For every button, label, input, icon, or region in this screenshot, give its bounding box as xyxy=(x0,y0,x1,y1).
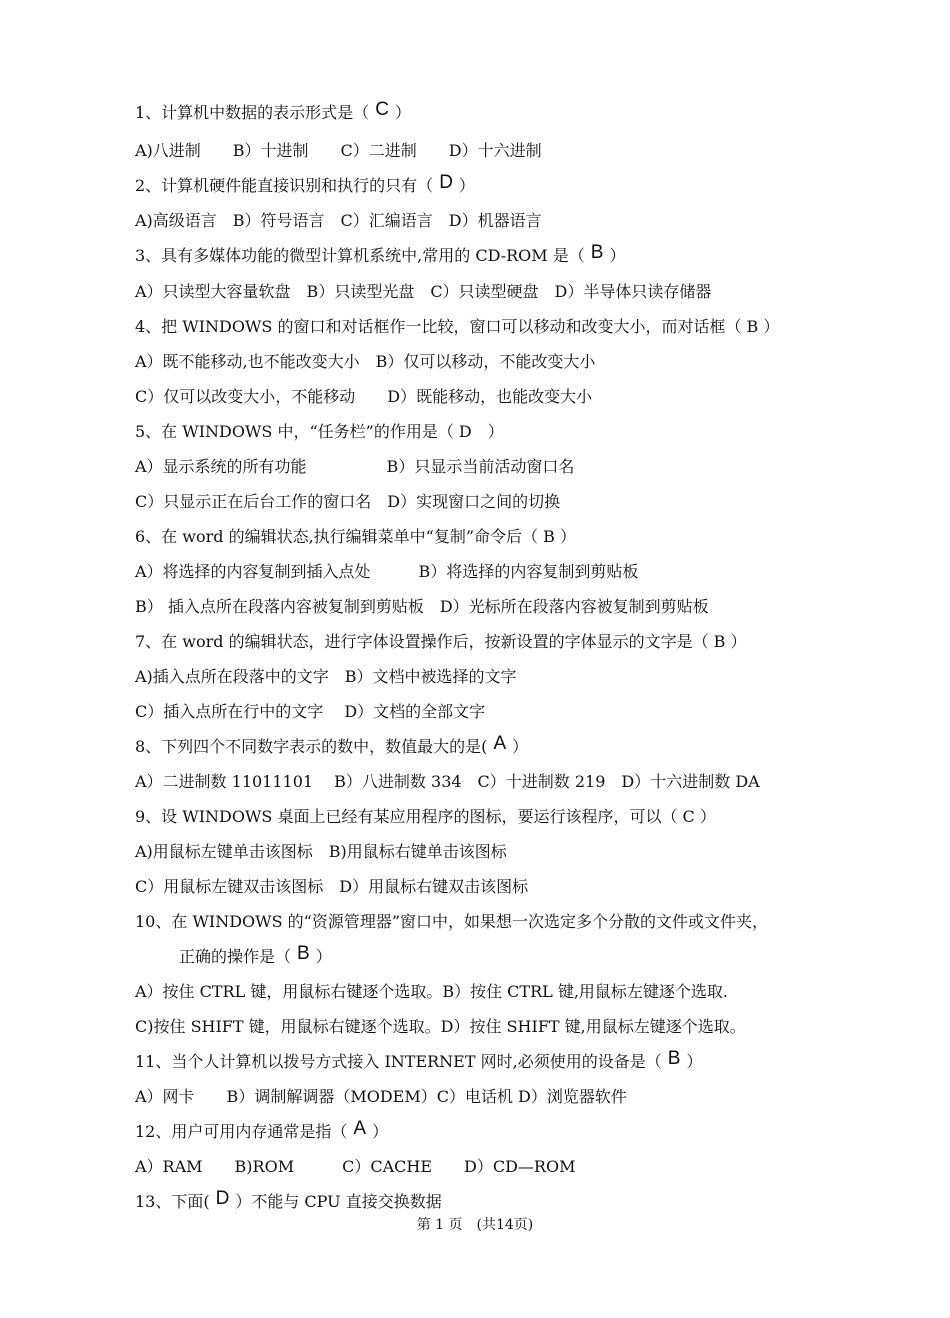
line-text: C)按住 SHIFT 键，用鼠标右键逐个选取。D）按住 SHIFT 键,用鼠标左键逐个选取。 xyxy=(135,1017,746,1036)
handwritten-answer: D xyxy=(215,1188,230,1209)
question-text-end: ） xyxy=(686,1052,703,1071)
text-line xyxy=(135,1157,575,1177)
text-line xyxy=(135,632,747,652)
text-line xyxy=(135,982,728,1002)
handwritten-answer: A xyxy=(493,733,507,754)
text-line xyxy=(135,527,576,547)
question-text: 正确的操作是（ xyxy=(163,947,292,966)
text-line xyxy=(163,943,332,967)
line-text: 7、在 word 的编辑状态，进行字体设置操作后，按新设置的字体显示的文字是（ B ） xyxy=(135,632,747,651)
text-line xyxy=(135,1118,389,1142)
question-text-end: ）不能与 CPU 直接交换数据 xyxy=(235,1192,442,1211)
handwritten-answer: A xyxy=(353,1118,367,1139)
line-text: C）用鼠标左键双击该图标 D）用鼠标右键双击该图标 xyxy=(135,877,529,896)
text-line xyxy=(135,912,768,932)
handwritten-answer: D xyxy=(439,172,453,193)
text-line xyxy=(135,772,760,792)
text-line xyxy=(135,1087,627,1107)
text-line xyxy=(135,422,504,442)
question-text: 8、下列四个不同数字表示的数中，数值最大的是( xyxy=(135,737,488,756)
text-line xyxy=(135,807,716,827)
line-text: C）仅可以改变大小，不能移动 D）既能移动，也能改变大小 xyxy=(135,387,593,406)
line-text: A)插入点所在段落中的文字 B）文档中被选择的文字 xyxy=(135,667,517,686)
question-text: 3、具有多媒体功能的微型计算机系统中,常用的 CD-ROM 是（ xyxy=(135,246,585,265)
line-text: 4、把 WINDOWS 的窗口和对话框作一比较，窗口可以移动和改变大小，而对话框（ B ） xyxy=(135,317,780,336)
line-text: 5、在 WINDOWS 中，“任务栏”的作用是（ D ） xyxy=(135,422,504,441)
line-text: A）网卡 B）调制解调器（MODEM）C）电话机 D）浏览器软件 xyxy=(135,1087,627,1106)
line-text: A)八进制 B）十进制 C）二进制 D）十六进制 xyxy=(135,141,542,160)
question-text-end: ） xyxy=(609,246,626,265)
line-text: C）插入点所在行中的文字 D）文档的全部文字 xyxy=(135,702,486,721)
question-text-end: ） xyxy=(394,103,411,122)
text-line xyxy=(135,702,485,722)
text-line xyxy=(135,352,595,372)
question-text: 13、下面( xyxy=(135,1192,210,1211)
line-text: A）RAM B)ROM C）CACHE D）CD—ROM xyxy=(135,1157,576,1176)
line-text: A）二进制数 11011101 B）八进制数 334 C）十进制数 219 D）十六进制数 DA xyxy=(135,772,760,791)
line-text: A）将选择的内容复制到插入点处 B）将选择的内容复制到剪贴板 xyxy=(135,562,639,581)
line-text: 10、在 WINDOWS 的“资源管理器”窗口中，如果想一次选定多个分散的文件或文件夹， xyxy=(135,912,769,931)
question-text: 1、计算机中数据的表示形式是（ xyxy=(135,103,370,122)
line-text: B） 插入点所在段落内容被复制到剪贴板 D）光标所在段落内容被复制到剪贴板 xyxy=(135,597,709,616)
line-text: A）既不能移动,也不能改变大小 B）仅可以移动，不能改变大小 xyxy=(135,352,596,371)
text-line xyxy=(135,1188,442,1212)
text-line xyxy=(135,99,411,123)
handwritten-answer: B xyxy=(297,943,310,964)
text-line xyxy=(135,317,779,337)
text-line xyxy=(135,733,529,757)
text-line xyxy=(135,387,592,407)
line-text: A)高级语言 B）符号语言 C）汇编语言 D）机器语言 xyxy=(135,211,542,230)
text-line xyxy=(135,492,560,512)
page-footer: 第 1 页 (共14页) xyxy=(416,1217,534,1233)
text-line xyxy=(135,597,709,617)
text-line xyxy=(135,1048,703,1072)
text-line xyxy=(135,842,507,862)
handwritten-answer: C xyxy=(375,99,389,120)
text-line xyxy=(135,211,542,231)
text-line xyxy=(135,282,711,302)
line-text: C）只显示正在后台工作的窗口名 D）实现窗口之间的切换 xyxy=(135,492,561,511)
text-line xyxy=(135,877,528,897)
line-text: A）按住 CTRL 键，用鼠标右键逐个选取。B）按住 CTRL 键,用鼠标左键逐个选取. xyxy=(135,982,729,1001)
text-line xyxy=(135,242,626,266)
text-line xyxy=(135,172,475,196)
text-line xyxy=(135,141,542,161)
line-text: 6、在 word 的编辑状态,执行编辑菜单中“复制”命令后（ B ） xyxy=(135,527,576,546)
line-text: A)用鼠标左键单击该图标 B)用鼠标右键单击该图标 xyxy=(135,842,507,861)
question-text: 2、计算机硬件能直接识别和执行的只有（ xyxy=(135,176,434,195)
line-text: A）只读型大容量软盘 B）只读型光盘 C）只读型硬盘 D）半导体只读存储器 xyxy=(135,282,712,301)
text-line xyxy=(135,457,574,477)
text-line xyxy=(135,562,638,582)
handwritten-answer: B xyxy=(590,242,604,263)
question-text-end: ） xyxy=(315,947,332,966)
text-line xyxy=(135,667,517,687)
line-text: 9、设 WINDOWS 桌面上已经有某应用程序的图标，要运行该程序，可以（ C ） xyxy=(135,807,716,826)
question-text-end: ） xyxy=(372,1122,389,1141)
question-text: 11、当个人计算机以拨号方式接入 INTERNET 网时,必须使用的设备是（ xyxy=(135,1052,662,1071)
question-text-end: ） xyxy=(458,176,475,195)
handwritten-answer: B xyxy=(667,1048,681,1069)
question-text-end: ） xyxy=(512,737,529,756)
line-text: A）显示系统的所有功能 B）只显示当前活动窗口名 xyxy=(135,457,575,476)
question-text: 12、用户可用内存通常是指（ xyxy=(135,1122,348,1141)
text-line xyxy=(135,1017,746,1037)
